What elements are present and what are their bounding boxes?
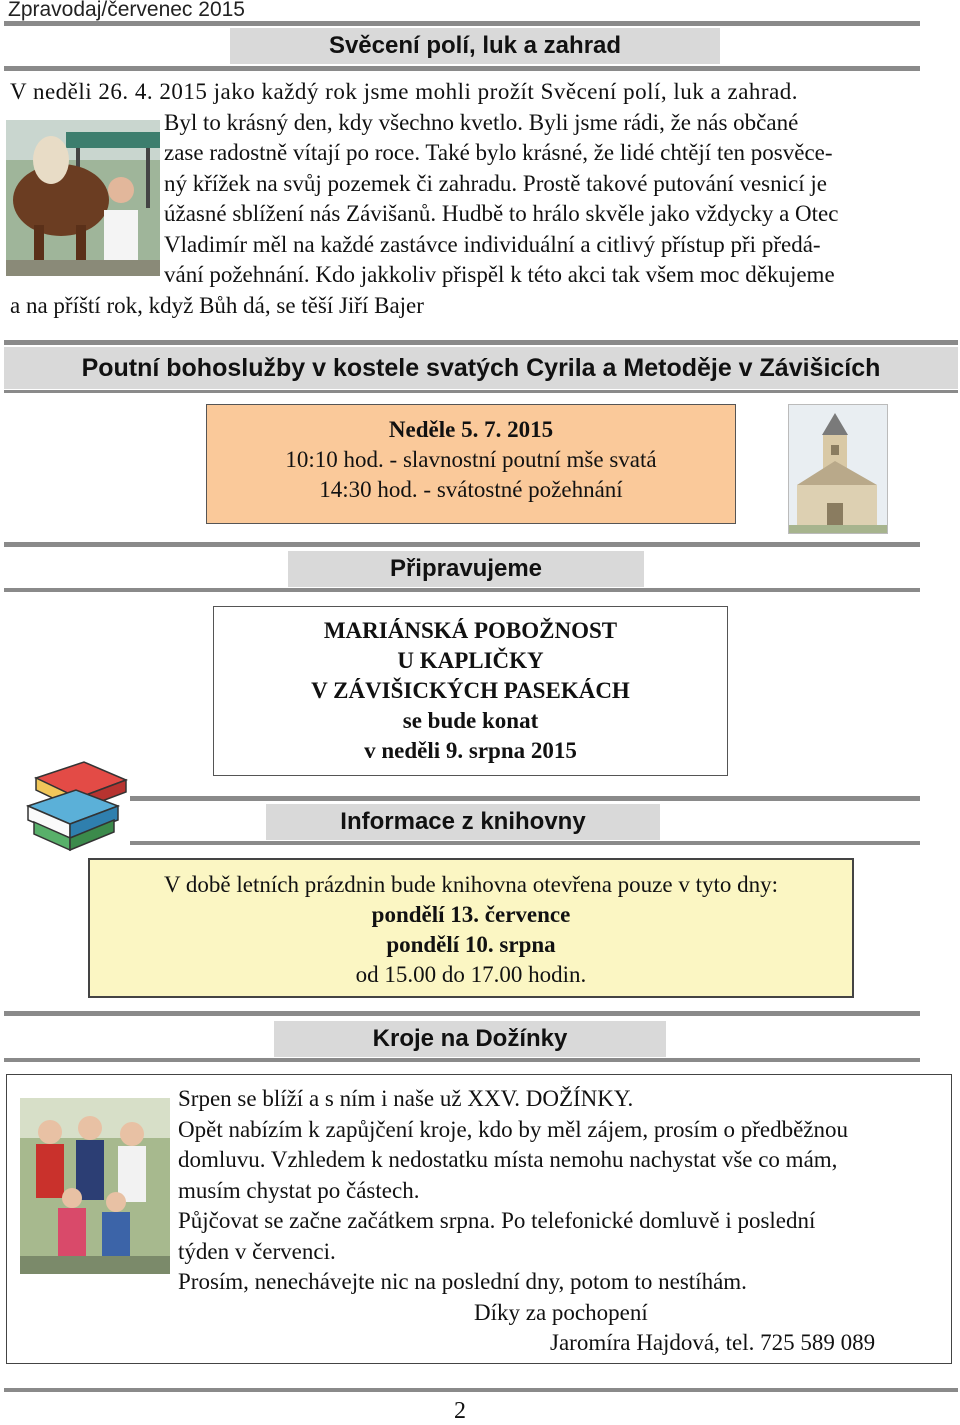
paragraph-line: Srpen se blíží a s ním i naše už XXV. DOŽÍNKY. (178, 1086, 634, 1111)
devotion-line: se bude konat (402, 708, 539, 733)
section-rule (130, 841, 920, 845)
paragraph-line: Opět nabízím k zapůjčení kroje, kdo by měl zájem, prosím o předběžnou (178, 1116, 848, 1142)
section-rule (4, 542, 920, 547)
library-hours: od 15.00 do 17.00 hodin. (355, 962, 587, 987)
section-title-kroje: Kroje na Dožínky (274, 1021, 666, 1057)
devotion-line: U KAPLIČKY (397, 648, 544, 673)
section-rule (4, 390, 958, 393)
paragraph-line: Byl to krásný den, kdy všechno kvetlo. Byli jsme rádi, že nás občané (164, 109, 799, 135)
section-rule (130, 796, 920, 801)
devotion-line: MARIÁNSKÁ POBOŽNOST (323, 618, 618, 643)
library-date: pondělí 10. srpna (386, 932, 556, 957)
section-rule (4, 66, 920, 71)
section-rule (4, 1058, 920, 1062)
kroje-paragraph (178, 1084, 948, 1359)
section-rule (4, 340, 958, 345)
paragraph-line: V neděli 26. 4. 2015 jako každý rok jsme mohli prožít Svěcení polí, luk a zahrad. (10, 79, 799, 104)
paragraph-line: vání požehnání. Kdo jakkoliv přispěl k této akci tak všem moc děkujeme (164, 262, 835, 287)
signature-line: Jaromíra Hajdová, tel. 725 589 089 (550, 1330, 876, 1355)
service-date: Neděle 5. 7. 2015 (388, 417, 554, 442)
paragraph-line: Vladimír měl na každé zastávce individuální a citlivý přístup při předá- (164, 231, 821, 257)
paragraph-line: ný křížek na svůj pozemek či zahradu. Prostě takové putování vesnicí je (164, 170, 827, 196)
running-head: Zpravodaj/červenec 2015 (8, 0, 245, 21)
library-hours-box (88, 858, 854, 998)
paragraph-line: úžasné sblížení nás Závišanů. Hudbě to hrálo skvěle jako vždycky a Otec (164, 201, 839, 226)
section-title-knihovna: Informace z knihovny (266, 804, 660, 840)
service-line: 10:10 hod. - slavnostní poutní mše svatá (285, 447, 657, 472)
service-line: 14:30 hod. - svátostné požehnání (319, 477, 623, 502)
section-title-pout: Poutní bohoslužby v kostele svatých Cyrila a Metoděje v Závišicích (4, 347, 958, 389)
section-rule (4, 21, 920, 26)
section-title-pripravujeme: Připravujeme (288, 551, 644, 587)
devotion-line: v neděli 9. srpna 2015 (364, 738, 577, 763)
paragraph-line: musím chystat po částech. (178, 1177, 420, 1203)
paragraph-line: zase radostně vítají po roce. Také bylo krásné, že lidé chtějí ten posvěce- (164, 140, 833, 165)
church-photo (788, 404, 888, 534)
paragraph-line: týden v červenci. (178, 1238, 336, 1264)
paragraph-line: domluvu. Vzhledem k nedostatku místa nemohu nachystat vše co mám, (178, 1147, 838, 1172)
library-intro: V době letních prázdnin bude knihovna otevřena pouze v tyto dny: (163, 872, 779, 897)
paragraph-line: a na příští rok, když Bůh dá, se těší Jiří Bajer (10, 292, 424, 318)
thanks-line: Díky za pochopení (474, 1299, 648, 1325)
section-rule (4, 1011, 920, 1016)
section1-paragraph (10, 77, 940, 321)
section-rule (4, 588, 920, 592)
section-title-svecen: Svěcení polí, luk a zahrad (230, 28, 720, 64)
devotion-line: V ZÁVIŠICKÝCH PASEKÁCH (311, 678, 630, 703)
page-number: 2 (454, 1398, 466, 1424)
paragraph-line: Prosím, nenechávejte nic na poslední dny, potom to nestíhám. (178, 1269, 747, 1294)
books-clipart (14, 758, 136, 858)
folk-costume-children-photo (20, 1098, 170, 1274)
marian-devotion-box (213, 606, 728, 776)
paragraph-line: Půjčovat se začne začátkem srpna. Po telefonické domluvě i poslední (178, 1208, 816, 1233)
footer-rule (4, 1388, 958, 1392)
service-times-box (206, 404, 736, 524)
library-date: pondělí 13. července (371, 902, 571, 927)
